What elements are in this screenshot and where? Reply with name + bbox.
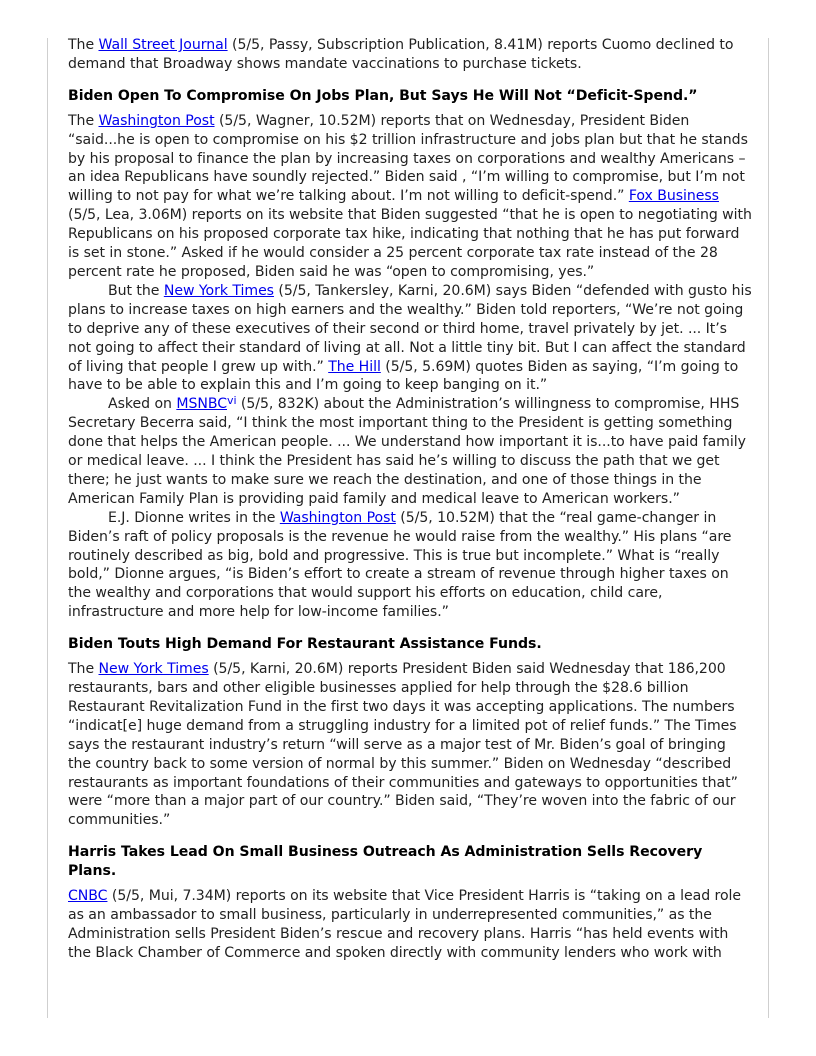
section1-paragraph-3 xyxy=(68,395,752,508)
right-margin-rule xyxy=(768,38,769,1018)
section1-p2-text1: (5/5, Tankersley, Karni, 20.6M) says Biden “defended with gusto his plans to increase taxes on high earners and the wealthy.” Biden told reporters, “We’re not going to deprive any of these executives of their second or third home, travel privately by jet. ... It’s not going to affect their standard of living at all. Not a little tiny bit. But I can affect the standard of living that people I grew up with.” xyxy=(68,282,752,375)
washington-post-link[interactable]: Washington Post xyxy=(98,112,215,129)
the-hill-link[interactable]: The Hill xyxy=(328,358,381,375)
new-york-times-link-2[interactable]: New York Times xyxy=(98,661,209,678)
washington-post-link-2[interactable]: Washington Post xyxy=(279,509,396,526)
section1-p4-text1: (5/5, 10.52M) that the “real game-changer in Biden’s raft of policy proposals is the revenue he would raise from the wealthy.” His plans “are routinely described as big, bold and progressive. This is true but incomplete.” What is “really bold,” Dionne argues, “is Biden’s effort to create a stream of revenue through higher taxes on the wealthy and corporations that would support his efforts on education, child care, infrastructure and more help for low-income families.” xyxy=(68,509,732,621)
intro-text: (5/5, Passy, Subscription Publication, 8.41M) reports Cuomo declined to demand that Broadway shows mandate vaccinations to purchase tickets. xyxy=(68,37,734,72)
section2-headline: Biden Touts High Demand For Restaurant Assistance Funds. xyxy=(68,636,542,653)
section1-p4-text0: E.J. Dionne writes in the xyxy=(108,509,280,526)
intro-paragraph: The Wall Street Journal (5/5, Passy, Subscription Publication, 8.41M) reports Cuomo declined to demand that Broadway shows mandate vaccinations to purchase tickets. xyxy=(68,37,734,72)
wall-street-journal-link[interactable]: Wall Street Journal xyxy=(98,37,228,53)
section3-p1-text1: (5/5, Mui, 7.34M) reports on its website that Vice President Harris is “taking on a lead role as an ambassador to small business, particularly in underrepresented communities,” as the Administration sells President Biden’s rescue and recovery plans. Harris “has held events with the Black Chamber of Commerce and spoken directly with community lenders who work with xyxy=(68,888,742,961)
section1-p2-text2: (5/5, 5.69M) quotes Biden as saying, “I’m going to have to be able to explain this and I’m going to keep banging on it.” xyxy=(68,358,739,394)
msnbc-link[interactable]: MSNBC xyxy=(176,396,227,413)
section1-p1-text2: (5/5, Lea, 3.06M) reports on its website that Biden suggested “that he is open to negotiating with Republicans on his proposed corporate tax hike, indicating that nothing that he has put forward is set in stone.” Asked if he would consider a 25 percent corporate tax rate instead of the 28 percent rate he proposed, Biden said he was “open to compromising, yes.” xyxy=(68,207,752,280)
section3-paragraph-1 xyxy=(68,887,752,963)
document-body xyxy=(68,36,752,963)
cnbc-link[interactable]: CNBC xyxy=(68,888,108,905)
section2-paragraph-1: The New York Times (5/5, Karni, 20.6M) reports President Biden said Wednesday that 186,200 restaurants, bars and other eligible businesses applied for help through the $28.6 billion Restaurant Revitalization Fund in the first two days it was accepting applications. The numbers “indicat[e] huge demand from a struggling industry for a limited pot of relief funds.” The Times says the restaurant industry’s return “will serve as a major test of Mr. Biden’s goal of bringing the country back to some version of normal by this summer.” Biden on Wednesday “described restaurants as important foundations of their communities and gateways to opportunities that” were “more than a major part of our country.” Biden said, “They’re woven into the fabric of our communities.” xyxy=(68,661,738,829)
spacer xyxy=(68,74,752,87)
section1-p2-text0: But the xyxy=(108,282,164,299)
section1-p3-text1: (5/5, 832K) about the Administration’s willingness to compromise, HHS Secretary Becerra said, “I think the most important thing to the President is getting something done that helps the American people. ... We understand how important it is...to have paid family or medical leave. ... I think the President has said he’s willing to discuss the path that we get there; he just wants to make sure we reach the destination, and one of those things in the American Family Plan is providing paid family and medical leave to American workers.” xyxy=(68,396,746,507)
section1-p3-text0: Asked on xyxy=(108,396,177,413)
spacer xyxy=(68,622,752,635)
section1-p1-text1: (5/5, Wagner, 10.52M) reports that on Wednesday, President Biden “said...he is open to compromise on his $2 trillion infrastructure and jobs plan but that he stands by his proposal to finance the plan by increasing taxes on corporations and wealthy Americans – an idea Republicans have soundly rejected.” Biden said , “I’m willing to compromise, but I’m not willing to not pay for what we’re talking about. I’m not willing to deficit-spend.” xyxy=(68,112,748,205)
section1-paragraph-2 xyxy=(68,282,752,395)
section3-headline: Harris Takes Lead On Small Business Outreach As Administration Sells Recovery Plans. xyxy=(68,844,703,880)
section1-paragraph-1: The Washington Post (5/5, Wagner, 10.52M) reports that on Wednesday, President Biden “said...he is open to compromise on his $2 trillion infrastructure and jobs plan but that he stands by his proposal to finance the plan by increasing taxes on corporations and wealthy Americans – an idea Republicans have soundly rejected.” Biden said , “I’m willing to compromise, but I’m not willing to not pay for what we’re talking about. I’m not willing to deficit-spend.” Fox Business (5/5, Lea, 3.06M) reports on its website that Biden suggested “that he is open to negotiating with Republicans on his proposed corporate tax hike, indicating that nothing that he has put forward is set in stone.” Asked if he would consider a 25 percent corporate tax rate instead of the 28 percent rate he proposed, Biden said he was “open to compromising, yes.” xyxy=(68,112,752,280)
section1-paragraph-4 xyxy=(68,509,752,622)
left-margin-rule xyxy=(47,38,48,1018)
footnote-marker[interactable]: vi xyxy=(227,394,237,408)
fox-business-link[interactable]: Fox Business xyxy=(628,188,719,205)
section2-p1-text1: (5/5, Karni, 20.6M) reports President Biden said Wednesday that 186,200 restaurants, bars and other eligible businesses applied for help through the $28.6 billion Restaurant Revitalization Fund in the first two days it was accepting applications. The numbers “indicat[e] huge demand from a struggling industry for a limited pot of relief funds.” The Times says the restaurant industry’s return “will serve as a major test of Mr. Biden’s goal of bringing the country back to some version of normal by this summer.” Biden on Wednesday “described restaurants as important foundations of their communities and gateways to opportunities that” were “more than a major part of our country.” Biden said, “They’re woven into the fabric of our communities.” xyxy=(68,661,738,829)
new-york-times-link[interactable]: New York Times xyxy=(163,282,274,299)
spacer xyxy=(68,830,752,843)
section1-headline: Biden Open To Compromise On Jobs Plan, But Says He Will Not “Deficit-Spend.” xyxy=(68,87,698,104)
